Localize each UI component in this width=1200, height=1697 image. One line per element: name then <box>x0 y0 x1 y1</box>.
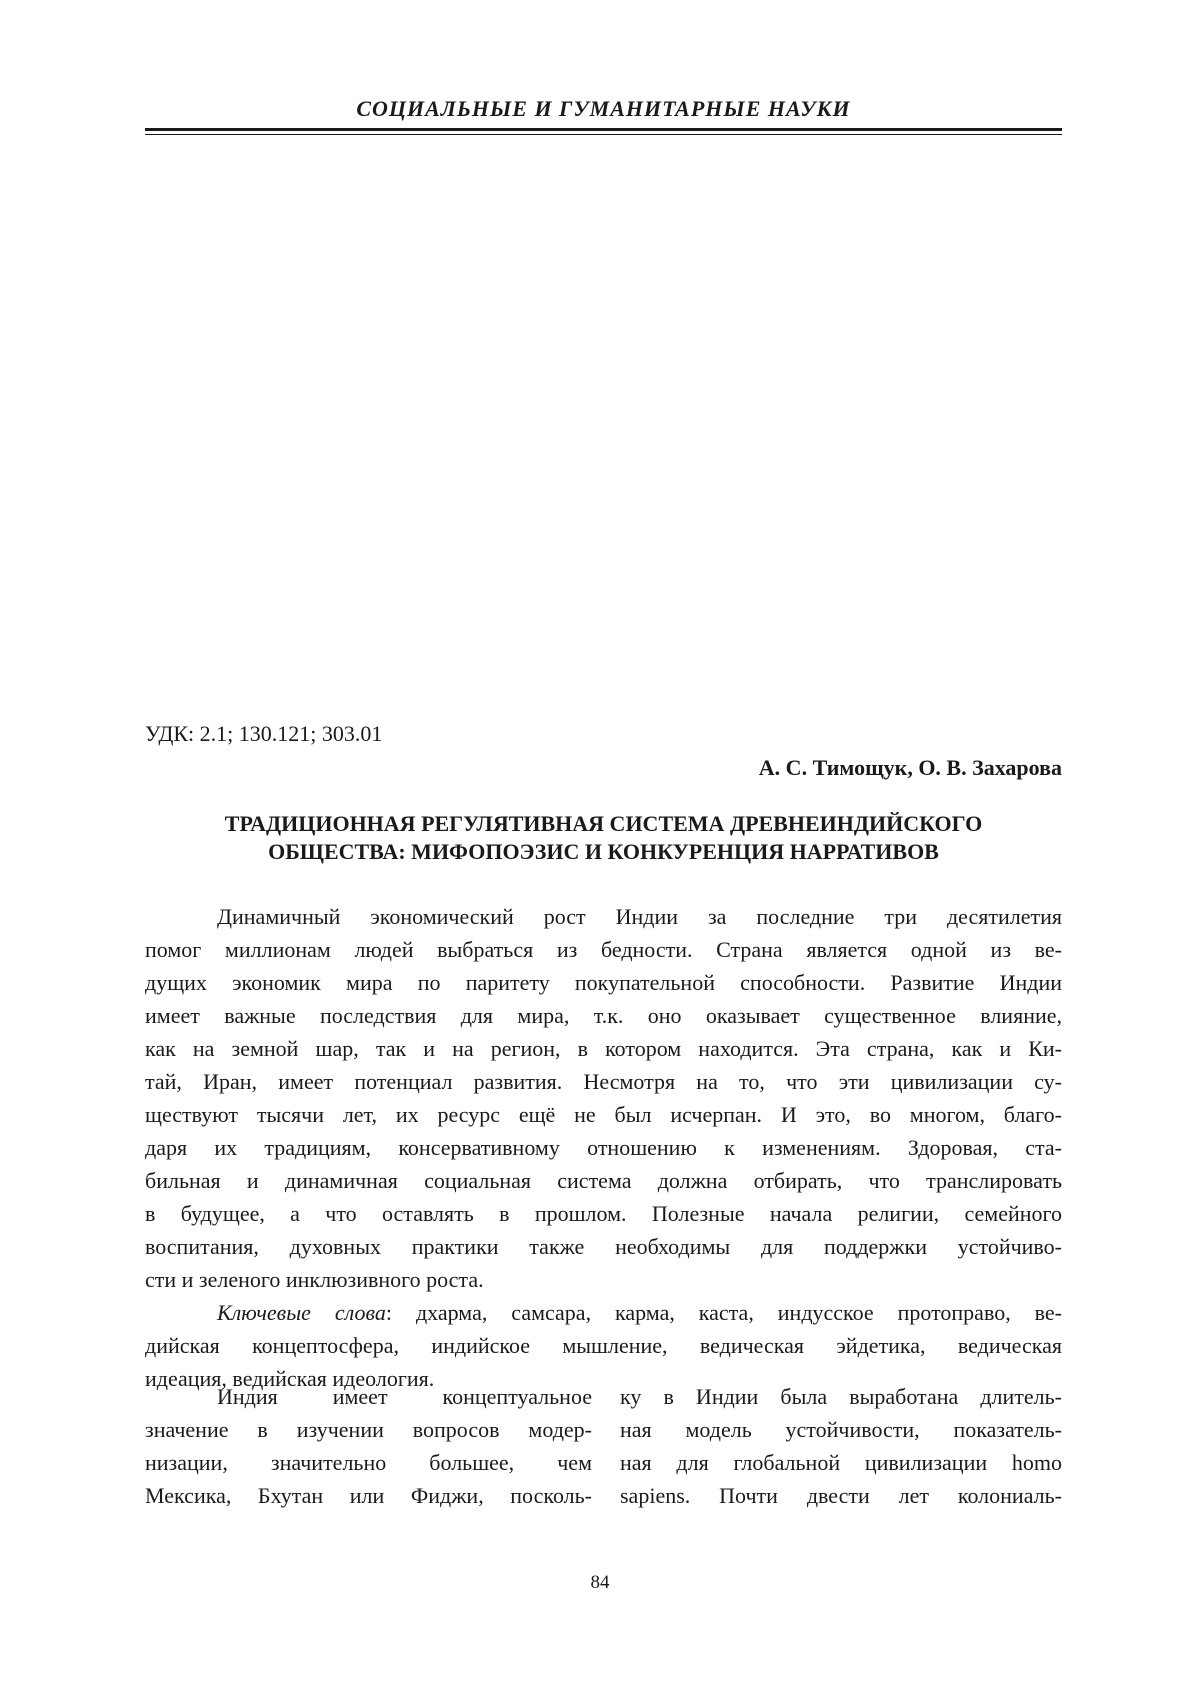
abstract-line: имеет важные последствия для мира, т.к. оно оказывает существенное влияние, <box>145 1003 1062 1028</box>
title-line: ОБЩЕСТВА: МИФОПОЭЗИС И КОНКУРЕНЦИЯ НАРРАТИВОВ <box>268 839 939 864</box>
running-head: СОЦИАЛЬНЫЕ И ГУМАНИТАРНЫЕ НАУКИ <box>356 96 851 121</box>
body-column-right <box>620 1380 1062 1512</box>
body-line: ная модель устойчивости, показатель- <box>620 1417 1062 1442</box>
body-line: Индия имеет концептуальное <box>217 1384 592 1409</box>
body-line: ная для глобальной цивилизации homo <box>620 1450 1062 1475</box>
abstract-line: бильная и динамичная социальная система должна отбирать, что транслировать <box>145 1168 1062 1193</box>
abstract-line: Динамичный экономический рост Индии за последние три десятилетия <box>217 904 1062 929</box>
keywords-line <box>145 1296 1062 1329</box>
abstract-line: помог миллионам людей выбраться из бедности. Страна является одной из ве- <box>145 937 1062 962</box>
body-column-left <box>145 1380 592 1512</box>
header-rule-thick <box>145 128 1062 131</box>
abstract-line: воспитания, духовных практики также необходимы для поддержки устойчиво- <box>145 1234 1062 1259</box>
article-title <box>145 810 1062 866</box>
abstract-line: как на земной шар, так и на регион, в котором находится. Эта страна, как и Ки- <box>145 1036 1062 1061</box>
body-line: значение в изучении вопросов модер- <box>145 1417 592 1442</box>
body-line: sapiens. Почти двести лет колониаль- <box>620 1483 1062 1508</box>
title-line: ТРАДИЦИОННАЯ РЕГУЛЯТИВНАЯ СИСТЕМА ДРЕВНЕИНДИЙСКОГО <box>224 811 983 836</box>
body-line: Мексика, Бхутан или Фиджи, посколь- <box>145 1483 592 1508</box>
udk-code: УДК: 2.1; 130.121; 303.01 <box>145 721 383 746</box>
keywords-text: : дхарма, самсара, карма, каста, индусское протоправо, ве- <box>385 1300 1062 1325</box>
body-line: низации, значительно большее, чем <box>145 1450 592 1475</box>
page-number: 84 <box>590 1572 610 1593</box>
abstract-line: даря их традициям, консервативному отношению к изменениям. Здоровая, ста- <box>145 1135 1062 1160</box>
body-line: ку в Индии была выработана длитель- <box>620 1384 1062 1409</box>
article-authors: А. С. Тимощук, О. В. Захарова <box>758 755 1062 780</box>
abstract-line: тай, Иран, имеет потенциал развития. Несмотря на то, что эти цивилизации су- <box>145 1069 1062 1094</box>
abstract-line: сти и зеленого инклюзивного роста. <box>145 1267 484 1292</box>
keywords-line: идеация, ведийская идеология. <box>145 1366 435 1391</box>
keywords-line: дийская концептосфера, индийское мышление, ведическая эйдетика, ведическая <box>145 1333 1062 1358</box>
abstract-line: ществуют тысячи лет, их ресурс ещё не был исчерпан. И это, во многом, благо- <box>145 1102 1062 1127</box>
abstract-line: в будущее, а что оставлять в прошлом. Полезные начала религии, семейного <box>145 1201 1062 1226</box>
keywords-label: Ключевые слова <box>217 1300 386 1325</box>
abstract-line: дущих экономик мира по паритету покупательной способности. Развитие Индии <box>145 970 1062 995</box>
abstract <box>145 900 1062 1395</box>
header-rule-thin <box>145 134 1062 135</box>
